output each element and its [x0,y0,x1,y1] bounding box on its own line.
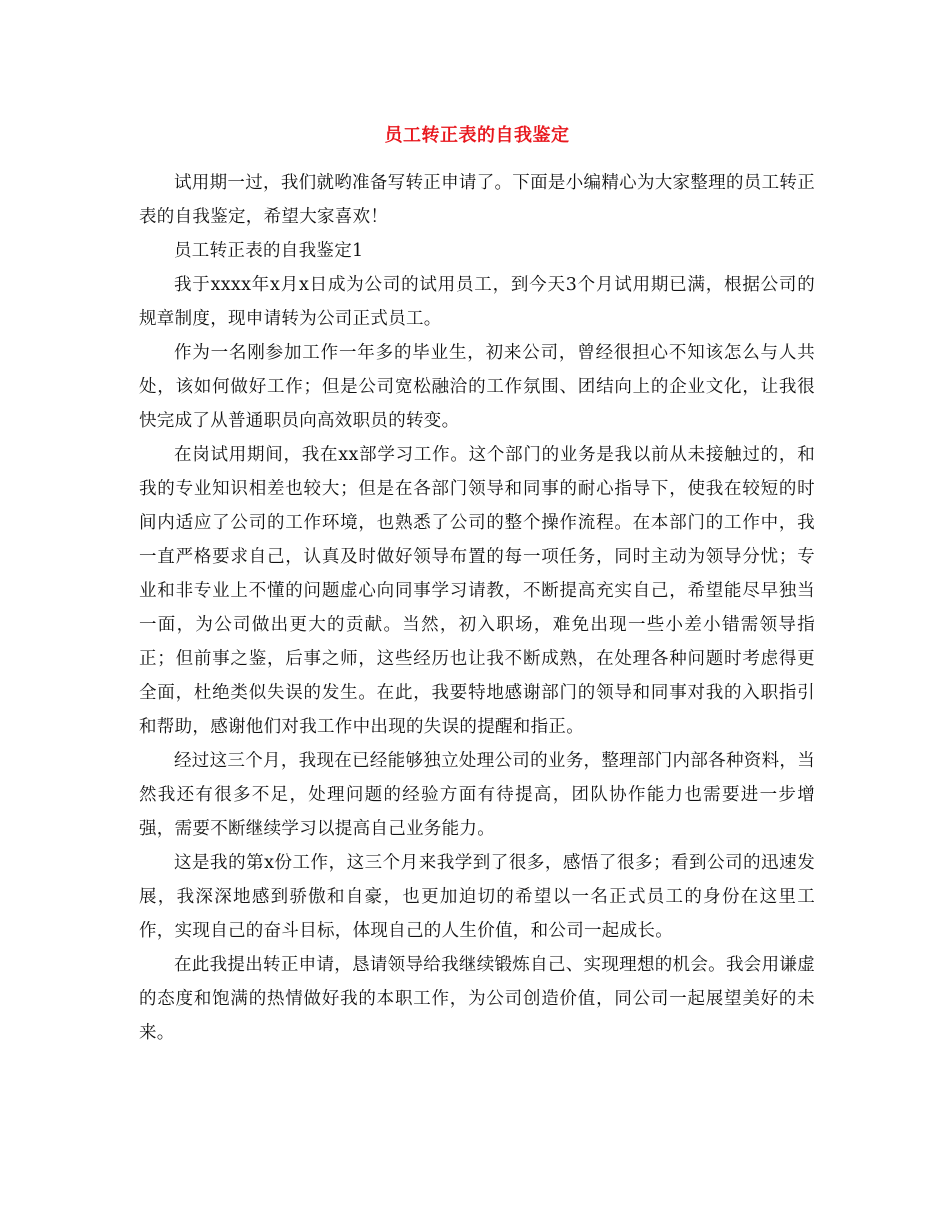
paragraph-intro: 试用期一过，我们就哟准备写转正申请了。下面是小编精心为大家整理的员工转正表的自我鉴定，希望大家喜欢！ [139,173,815,227]
paragraph-self-assessment: 经过这三个月，我现在已经能够独立处理公司的业务，整理部门内部各种资料，当然我还有很多不足，处理问题的经验方面有待提高，团队协作能力也需要进一步增强，需要不断继续学习以提高自己业务能力。 [139,751,815,839]
paragraph-growth: 这是我的第x份工作，这三个月来我学到了很多，感悟了很多；看到公司的迅速发展，我深深地感到骄傲和自豪，也更加迫切的希望以一名正式员工的身份在这里工作，实现自己的奋斗目标，体现自己的人生价值，和公司一起成长。 [139,853,815,941]
paragraph-section-heading: 员工转正表的自我鉴定1 [174,241,364,261]
paragraph-adaptation: 作为一名刚参加工作一年多的毕业生，初来公司，曾经很担心不知该怎么与人共处，该如何做好工作；但是公司宽松融洽的工作氛围、团结向上的企业文化，让我很快完成了从普通职员向高效职员的转变。 [139,343,815,431]
document-page [139,118,815,1050]
paragraph-probation-complete: 我于xxxx年x月x日成为公司的试用员工，到今天3个月试用期已满，根据公司的规章制度，现申请转为公司正式员工。 [139,275,815,329]
document-title: 员工转正表的自我鉴定 [384,125,570,146]
paragraph-request: 在此我提出转正申请，恳请领导给我继续锻炼自己、实现理想的机会。我会用谦虚的态度和饱满的热情做好我的本职工作，为公司创造价值，同公司一起展望美好的未来。 [139,955,815,1043]
paragraph-work-experience: 在岗试用期间，我在xx部学习工作。这个部门的业务是我以前从未接触过的，和我的专业知识相差也较大；但是在各部门领导和同事的耐心指导下，使我在较短的时间内适应了公司的工作环境，也熟悉了公司的整个操作流程。在本部门的工作中，我一直严格要求自己，认真及时做好领导布置的每一项任务，同时主动为领导分忧；专业和非专业上不懂的问题虚心向同事学习请教，不断提高充实自己，希望能尽早独当一面，为公司做出更大的贡献。当然，初入职场，难免出现一些小差小错需领导指正；但前事之鉴，后事之师，这些经历也让我不断成熟，在处理各种问题时考虑得更全面，杜绝类似失误的发生。在此，我要特地感谢部门的领导和同事对我的入职指引和帮助，感谢他们对我工作中出现的失误的提醒和指正。 [139,445,815,737]
